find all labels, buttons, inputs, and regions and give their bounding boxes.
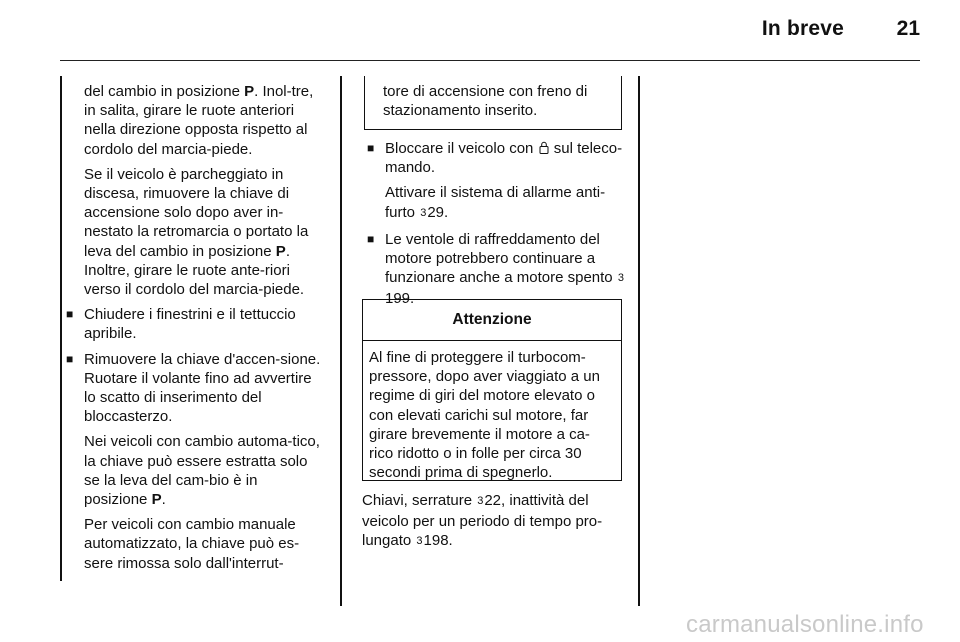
box-text bbox=[365, 76, 621, 120]
text: del cambio in posizione bbox=[84, 83, 240, 100]
header-rule bbox=[60, 60, 920, 61]
warning-title: Attenzione bbox=[363, 300, 621, 341]
text: Per veicoli con cambio manuale automatizzato, la chiave può es-sere rimossa solo dall'interrut- bbox=[84, 516, 300, 572]
text: Rimuovere la chiave d'accen-sione. Ruotare il volante fino ad avvertire lo scatto di inserimento del bloccasterzo. bbox=[84, 350, 321, 426]
text: Attivare il sistema di allarme anti-furto bbox=[385, 184, 606, 221]
text: sul teleco-mando. bbox=[385, 140, 623, 177]
page-number: 21 bbox=[896, 17, 920, 40]
warning-box bbox=[362, 299, 622, 481]
gear-p: P bbox=[244, 83, 255, 100]
text: Bloccare il veicolo con bbox=[385, 140, 534, 157]
continued-paragraph bbox=[63, 82, 323, 159]
column-divider-middle-left bbox=[340, 76, 342, 606]
text: tore di accensione con freno di stazionamento inserito. bbox=[383, 83, 588, 120]
text: Le ventole di raffreddamento del motore potrebbero continuare a funzionare anche a motore spento bbox=[385, 230, 613, 287]
text: Chiudere i finestrini e il tettuccio apribile. bbox=[84, 306, 296, 343]
auto-trans-paragraph bbox=[63, 432, 323, 509]
bullet-square-icon: ■ bbox=[367, 231, 375, 246]
alarm-paragraph bbox=[364, 183, 626, 223]
bullet-key bbox=[63, 350, 323, 427]
page-ref[interactable]: 22 bbox=[484, 492, 502, 509]
page-ref[interactable]: 198 bbox=[423, 532, 449, 550]
middle-column bbox=[364, 139, 626, 309]
gear-p: P bbox=[275, 242, 286, 260]
park-downhill-paragraph bbox=[63, 165, 323, 299]
text: . Inoltre, girare le ruote ante-riori verso il cordolo del marcia-piede. bbox=[84, 242, 305, 299]
continued-box bbox=[364, 76, 622, 130]
page-ref[interactable]: 29 bbox=[427, 203, 444, 221]
text: Se il veicolo è parcheggiato in discesa, rimuovere la chiave di accensione solo dopo aver in-nestato la retromarcia o portato la leva del cambio in posizione bbox=[84, 165, 309, 260]
bullet-fans bbox=[364, 230, 626, 309]
page-ref[interactable]: 199 bbox=[385, 290, 411, 308]
gear-p: P bbox=[151, 491, 162, 509]
text: Nei veicoli con cambio automa-tico, la chiave può essere estratta solo se la leva del cam-bio è in posizione bbox=[84, 433, 320, 509]
text: . bbox=[444, 203, 449, 221]
keys-paragraph bbox=[362, 491, 624, 553]
reference-arrow-icon: 3 bbox=[477, 495, 484, 507]
text: . bbox=[448, 532, 453, 550]
text: Al fine di proteggere il turbocom-pressore, dopo aver viaggiato a un regime di giri del motore elevato o con elevati carichi sul motore, far girare brevemente il motore a ca-rico ridotto o in folle per circa 30 secondi prima di spegnerlo. bbox=[369, 349, 600, 482]
text: Chiavi, serrature bbox=[362, 492, 473, 509]
manual-auto-paragraph bbox=[63, 515, 323, 573]
bullet-square-icon: ■ bbox=[66, 351, 74, 366]
bullet-square-icon: ■ bbox=[66, 307, 74, 322]
warning-text bbox=[363, 341, 621, 482]
bullet-square-icon: ■ bbox=[367, 141, 375, 155]
column-divider-left bbox=[60, 76, 62, 581]
bullet-lock bbox=[364, 139, 626, 177]
text: . Inol-tre, in salita, girare le ruote anteriori nella direzione opposta rispetto al cordolo del marcia-piede. bbox=[84, 83, 314, 158]
reference-arrow-icon: 3 bbox=[617, 272, 624, 285]
lock-icon bbox=[539, 141, 549, 154]
bullet-windows bbox=[63, 305, 323, 343]
text: , inattività del veicolo per un periodo di tempo pro-lungato bbox=[362, 492, 603, 550]
left-column bbox=[63, 82, 323, 573]
column-divider-right bbox=[638, 76, 640, 606]
watermark: carmanualsonline.info bbox=[686, 611, 924, 638]
text: . bbox=[410, 290, 415, 308]
reference-arrow-icon: 3 bbox=[416, 535, 423, 548]
text: . bbox=[161, 491, 166, 509]
header-section-title: In breve bbox=[761, 17, 844, 40]
reference-arrow-icon: 3 bbox=[420, 206, 427, 219]
